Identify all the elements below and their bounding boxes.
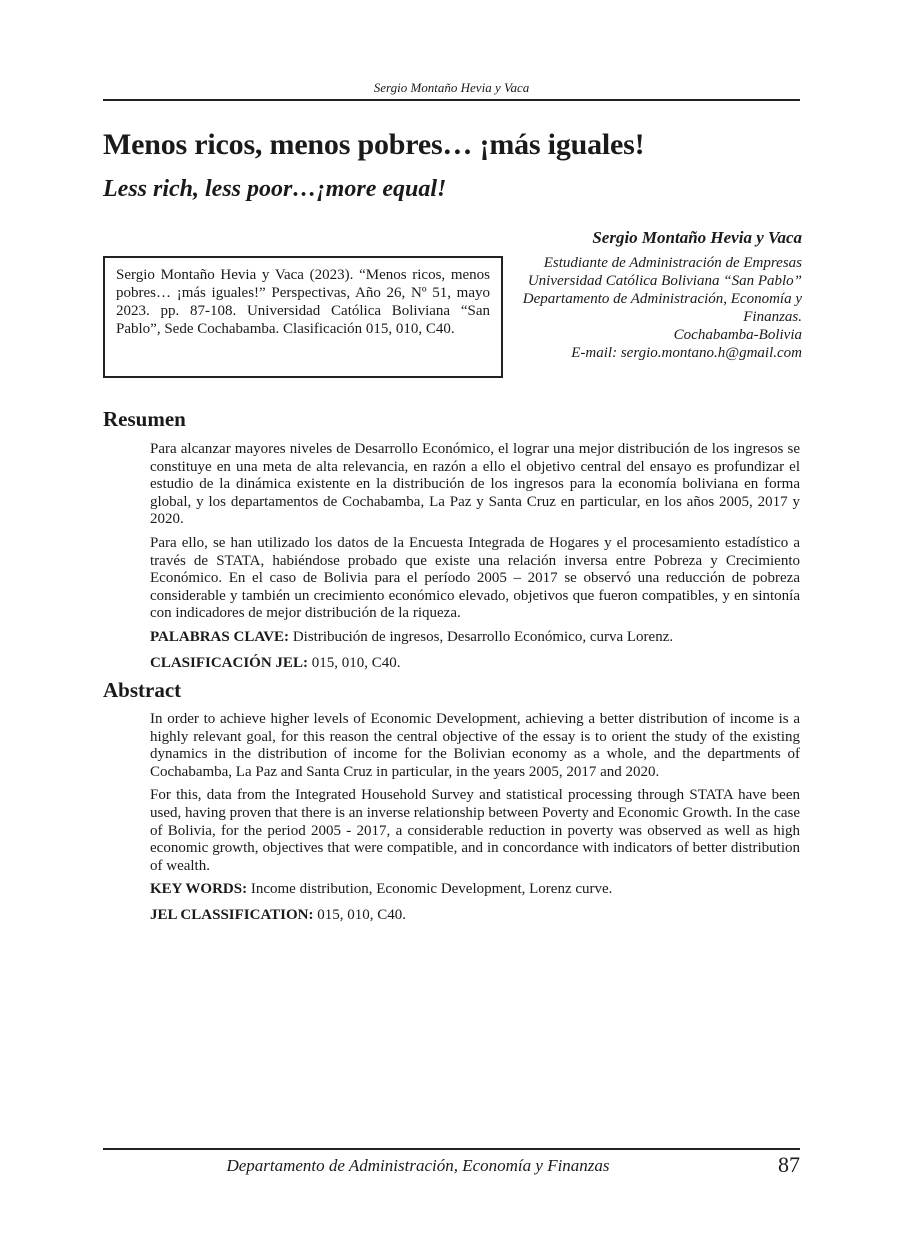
article-subtitle: Less rich, less poor…¡more equal! [103,176,447,202]
resumen-paragraph: Para ello, se han utilizado los datos de la Encuesta Integrada de Hogares y el procesamiento estadístico a través de STATA, habiéndose probado que existe una relación inversa entre Pobreza y Crecimiento Económico. En el caso de Bolivia para el período 2005 – 2017 se observó una reducción de pobreza considerable y también un crecimiento económico elevado, objetivos que fueron compatibles, y en sintonía con indicadores de mejor distribución de la riqueza. [150,534,800,622]
abstract-jel [150,907,800,925]
resumen-keywords [150,629,800,647]
resumen-jel [150,655,800,673]
footer-department: Departamento de Administración, Economía y Finanzas [226,1156,610,1175]
jel-value: 015, 010, C40. [317,906,407,923]
abstract-heading: Abstract [103,678,182,702]
footer-rule [103,1148,800,1150]
jel-label: CLASIFICACIÓN JEL: [150,654,308,671]
citation-box [103,256,503,378]
resumen-body [150,441,800,680]
abstract-keywords [150,881,800,899]
affiliation-line: Cochabamba-Bolivia [673,327,802,343]
page-number: 87 [778,1152,800,1177]
keywords-label: KEY WORDS: [150,881,248,898]
running-head-author: Sergio Montaño Hevia y Vaca [373,80,530,95]
author-email: E-mail: sergio.montano.h@gmail.com [571,345,802,361]
resumen-heading: Resumen [103,407,186,431]
article-title: Menos ricos, menos pobres… ¡más iguales! [103,128,645,161]
keywords-value: Distribución de ingresos, Desarrollo Económico, curva Lorenz. [292,628,674,645]
citation-text: Sergio Montaño Hevia y Vaca (2023). “Menos ricos, menos pobres… ¡más iguales!” Perspectivas, Año 26, Nº 51, mayo 2023. pp. 87-108. Universidad Católica Boliviana “San Pablo”, Sede Cochabamba. Clasificación 015, 010, C40. [116,267,490,337]
jel-value: 015, 010, C40. [311,654,401,671]
author-name: Sergio Montaño Hevia y Vaca [592,228,802,247]
keywords-value: Income distribution, Economic Development, Lorenz curve. [250,881,613,898]
affiliation-line: Estudiante de Administración de Empresas [543,255,802,271]
keywords-label: PALABRAS CLAVE: [150,628,290,645]
resumen-paragraph: Para alcanzar mayores niveles de Desarrollo Económico, el lograr una mejor distribución de los ingresos se constituye en una meta de alta relevancia, en razón a ello el objetivo central del ensayo es profundizar el estudio de la dinámica existente en la distribución de los ingresos para la economía boliviana en forma global, y los departamentos de Cochabamba, La Paz y Santa Cruz en particular, en los años 2005, 2017 y 2020. [150,441,800,528]
abstract-paragraph: In order to achieve higher levels of Economic Development, achieving a better distribution of income is a highly relevant goal, for this reason the central objective of the essay is to orient the study of the existing dynamics in the distribution of income for the Bolivian economy as a whole, and the departments of Cochabamba, La Paz and Santa Cruz in particular, in the years 2005, 2017 and 2020. [150,711,800,780]
abstract-paragraph: For this, data from the Integrated Household Survey and statistical processing through STATA have been used, having proven that there is an inverse relationship between Poverty and Economic Growth. In the case of Bolivia, for the period 2005 - 2017, a considerable reduction in poverty was observed as well as high economic growth, objectives that were compatible, and in concordance with indicators of better distribution of wealth. [150,787,800,874]
abstract-body [150,711,800,933]
header-rule [103,99,800,101]
affiliation-line: Departamento de Administración, Economía y Finanzas. [522,291,802,325]
jel-label: JEL CLASSIFICATION: [150,906,314,923]
affiliation-line: Universidad Católica Boliviana “San Pablo” [527,273,802,289]
author-affiliation [502,254,802,362]
